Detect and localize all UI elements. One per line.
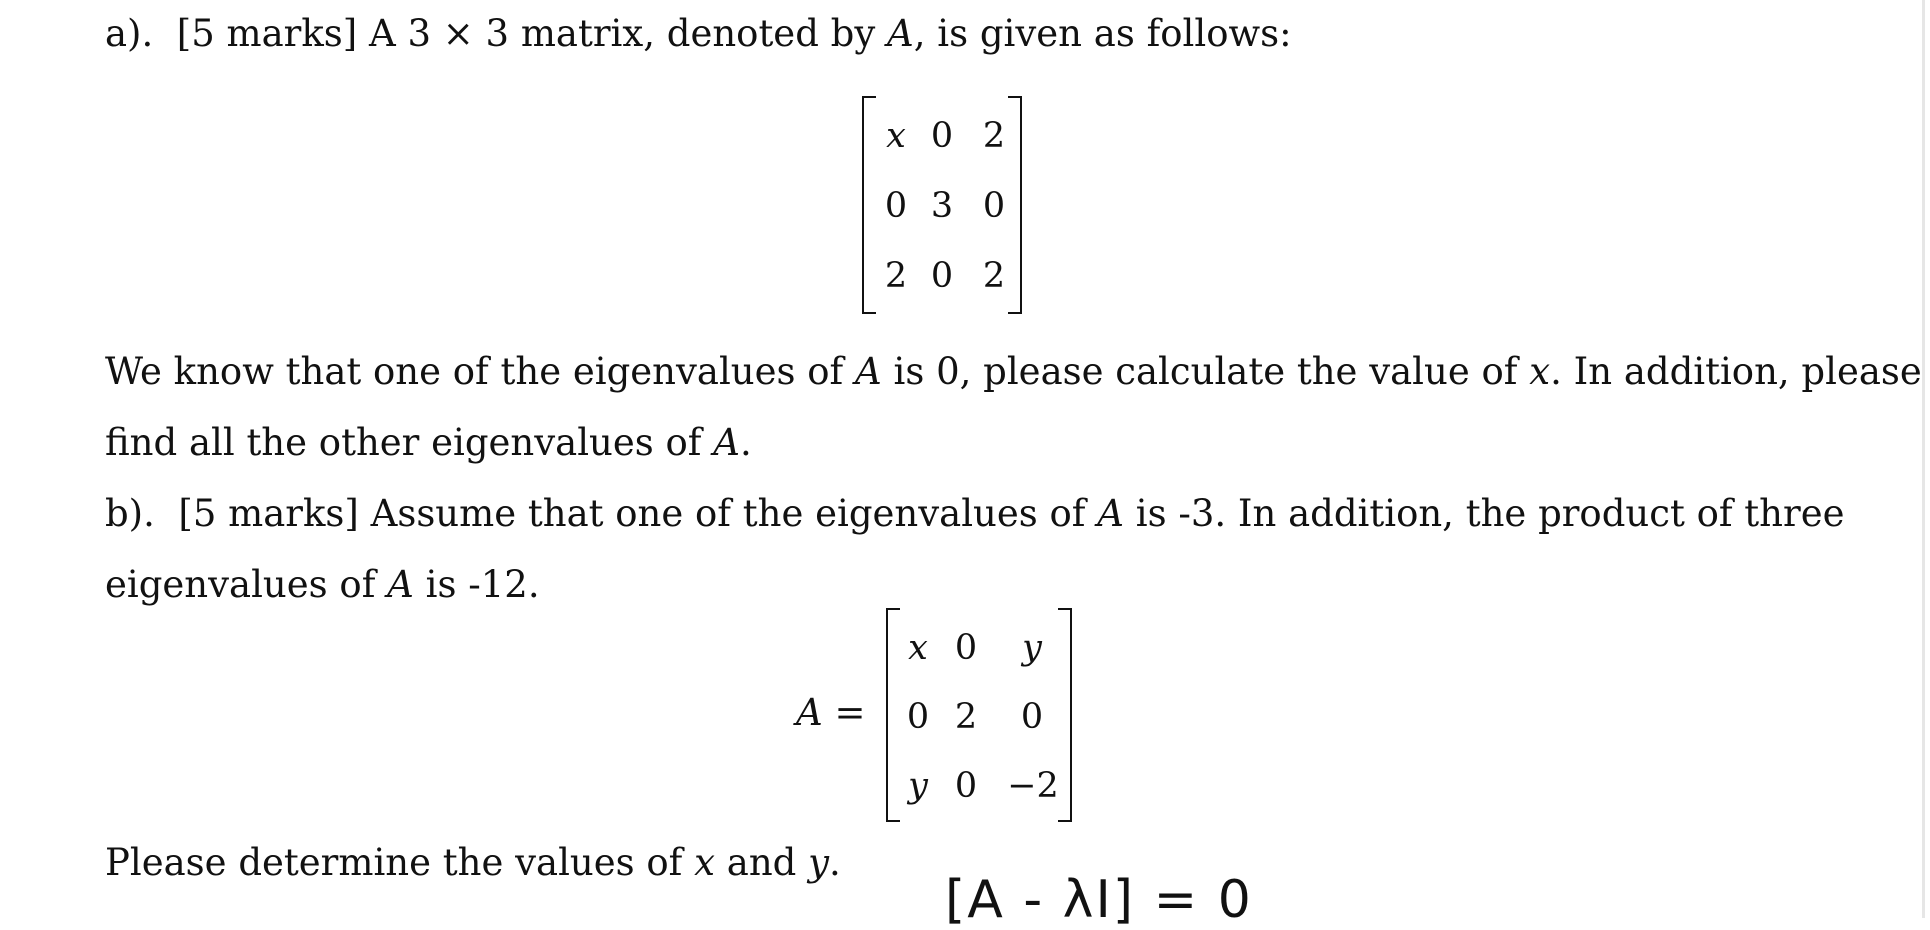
matrix-b	[886, 608, 1072, 822]
question-text: Please determine the values of	[105, 841, 695, 884]
matrix-a-cell: 0	[884, 186, 908, 226]
part-a-heading: a).	[105, 12, 154, 55]
matrix-b-cell: y	[1022, 628, 1042, 668]
matrix-b-cell: x	[908, 628, 928, 668]
matrix-symbol: A	[387, 563, 414, 606]
handwritten-note: [A - λI] = 0	[945, 870, 1253, 930]
matrix-a-cell: 2	[982, 256, 1006, 296]
equals-sign: =	[822, 691, 866, 734]
part-b-heading: b).	[105, 492, 155, 535]
matrix-b-cell: y	[908, 766, 928, 806]
part-a-marks: [5 marks]	[176, 12, 358, 55]
matrix-b-cell: 2	[954, 697, 978, 737]
equation-lhs	[796, 691, 866, 735]
question-text: .	[740, 421, 752, 464]
question-text: We know that one of the eigenvalues of	[105, 350, 856, 393]
variable-x: x	[694, 841, 716, 884]
page-edge	[1922, 0, 1925, 918]
part-a-statement	[105, 12, 1292, 56]
statement-text: is -12.	[413, 563, 540, 606]
matrix-symbol: A	[713, 421, 740, 464]
statement-text: is -3. In addition, the product of three	[1124, 492, 1845, 535]
question-text: and	[715, 841, 809, 884]
matrix-a-cell: 0	[930, 116, 954, 156]
matrix-b-cell: −2	[1007, 766, 1059, 806]
matrix-symbol: A	[1097, 492, 1124, 535]
matrix-a-cell: x	[886, 116, 906, 156]
matrix-symbol: A	[855, 350, 882, 393]
variable-x: x	[1529, 350, 1551, 393]
matrix-a-cell: 2	[982, 116, 1006, 156]
matrix-a-cell: 2	[884, 256, 908, 296]
matrix-b-cell: 0	[906, 697, 930, 737]
statement-text: Assume that one of the eigenvalues of	[370, 492, 1098, 535]
matrix-b-cell: 0	[954, 628, 978, 668]
part-a-intro-text-end: , is given as follows:	[913, 12, 1292, 55]
part-b-statement-line-1	[105, 492, 1845, 536]
question-text: . In addition, please	[1550, 350, 1922, 393]
matrix-symbol: A	[887, 12, 914, 55]
part-a-question-line-2	[105, 421, 752, 465]
matrix-b-cell: 0	[954, 766, 978, 806]
variable-y: y	[808, 841, 830, 884]
question-text: find all the other eigenvalues of	[105, 421, 714, 464]
part-a-question-line-1	[105, 350, 1922, 394]
statement-text: eigenvalues of	[105, 563, 388, 606]
part-b-question	[105, 841, 841, 885]
part-a-intro-text: A 3 × 3 matrix, denoted by	[368, 12, 888, 55]
matrix-a	[862, 96, 1022, 314]
matrix-symbol: A	[796, 691, 823, 734]
question-text: is 0, please calculate the value of	[881, 350, 1530, 393]
question-text: .	[829, 841, 841, 884]
matrix-b-cell: 0	[1020, 697, 1044, 737]
matrix-a-cell: 0	[982, 186, 1006, 226]
matrix-a-cell: 0	[930, 256, 954, 296]
part-b-marks: [5 marks]	[178, 492, 359, 535]
matrix-a-cell: 3	[930, 186, 954, 226]
part-b-statement-line-2	[105, 563, 540, 607]
